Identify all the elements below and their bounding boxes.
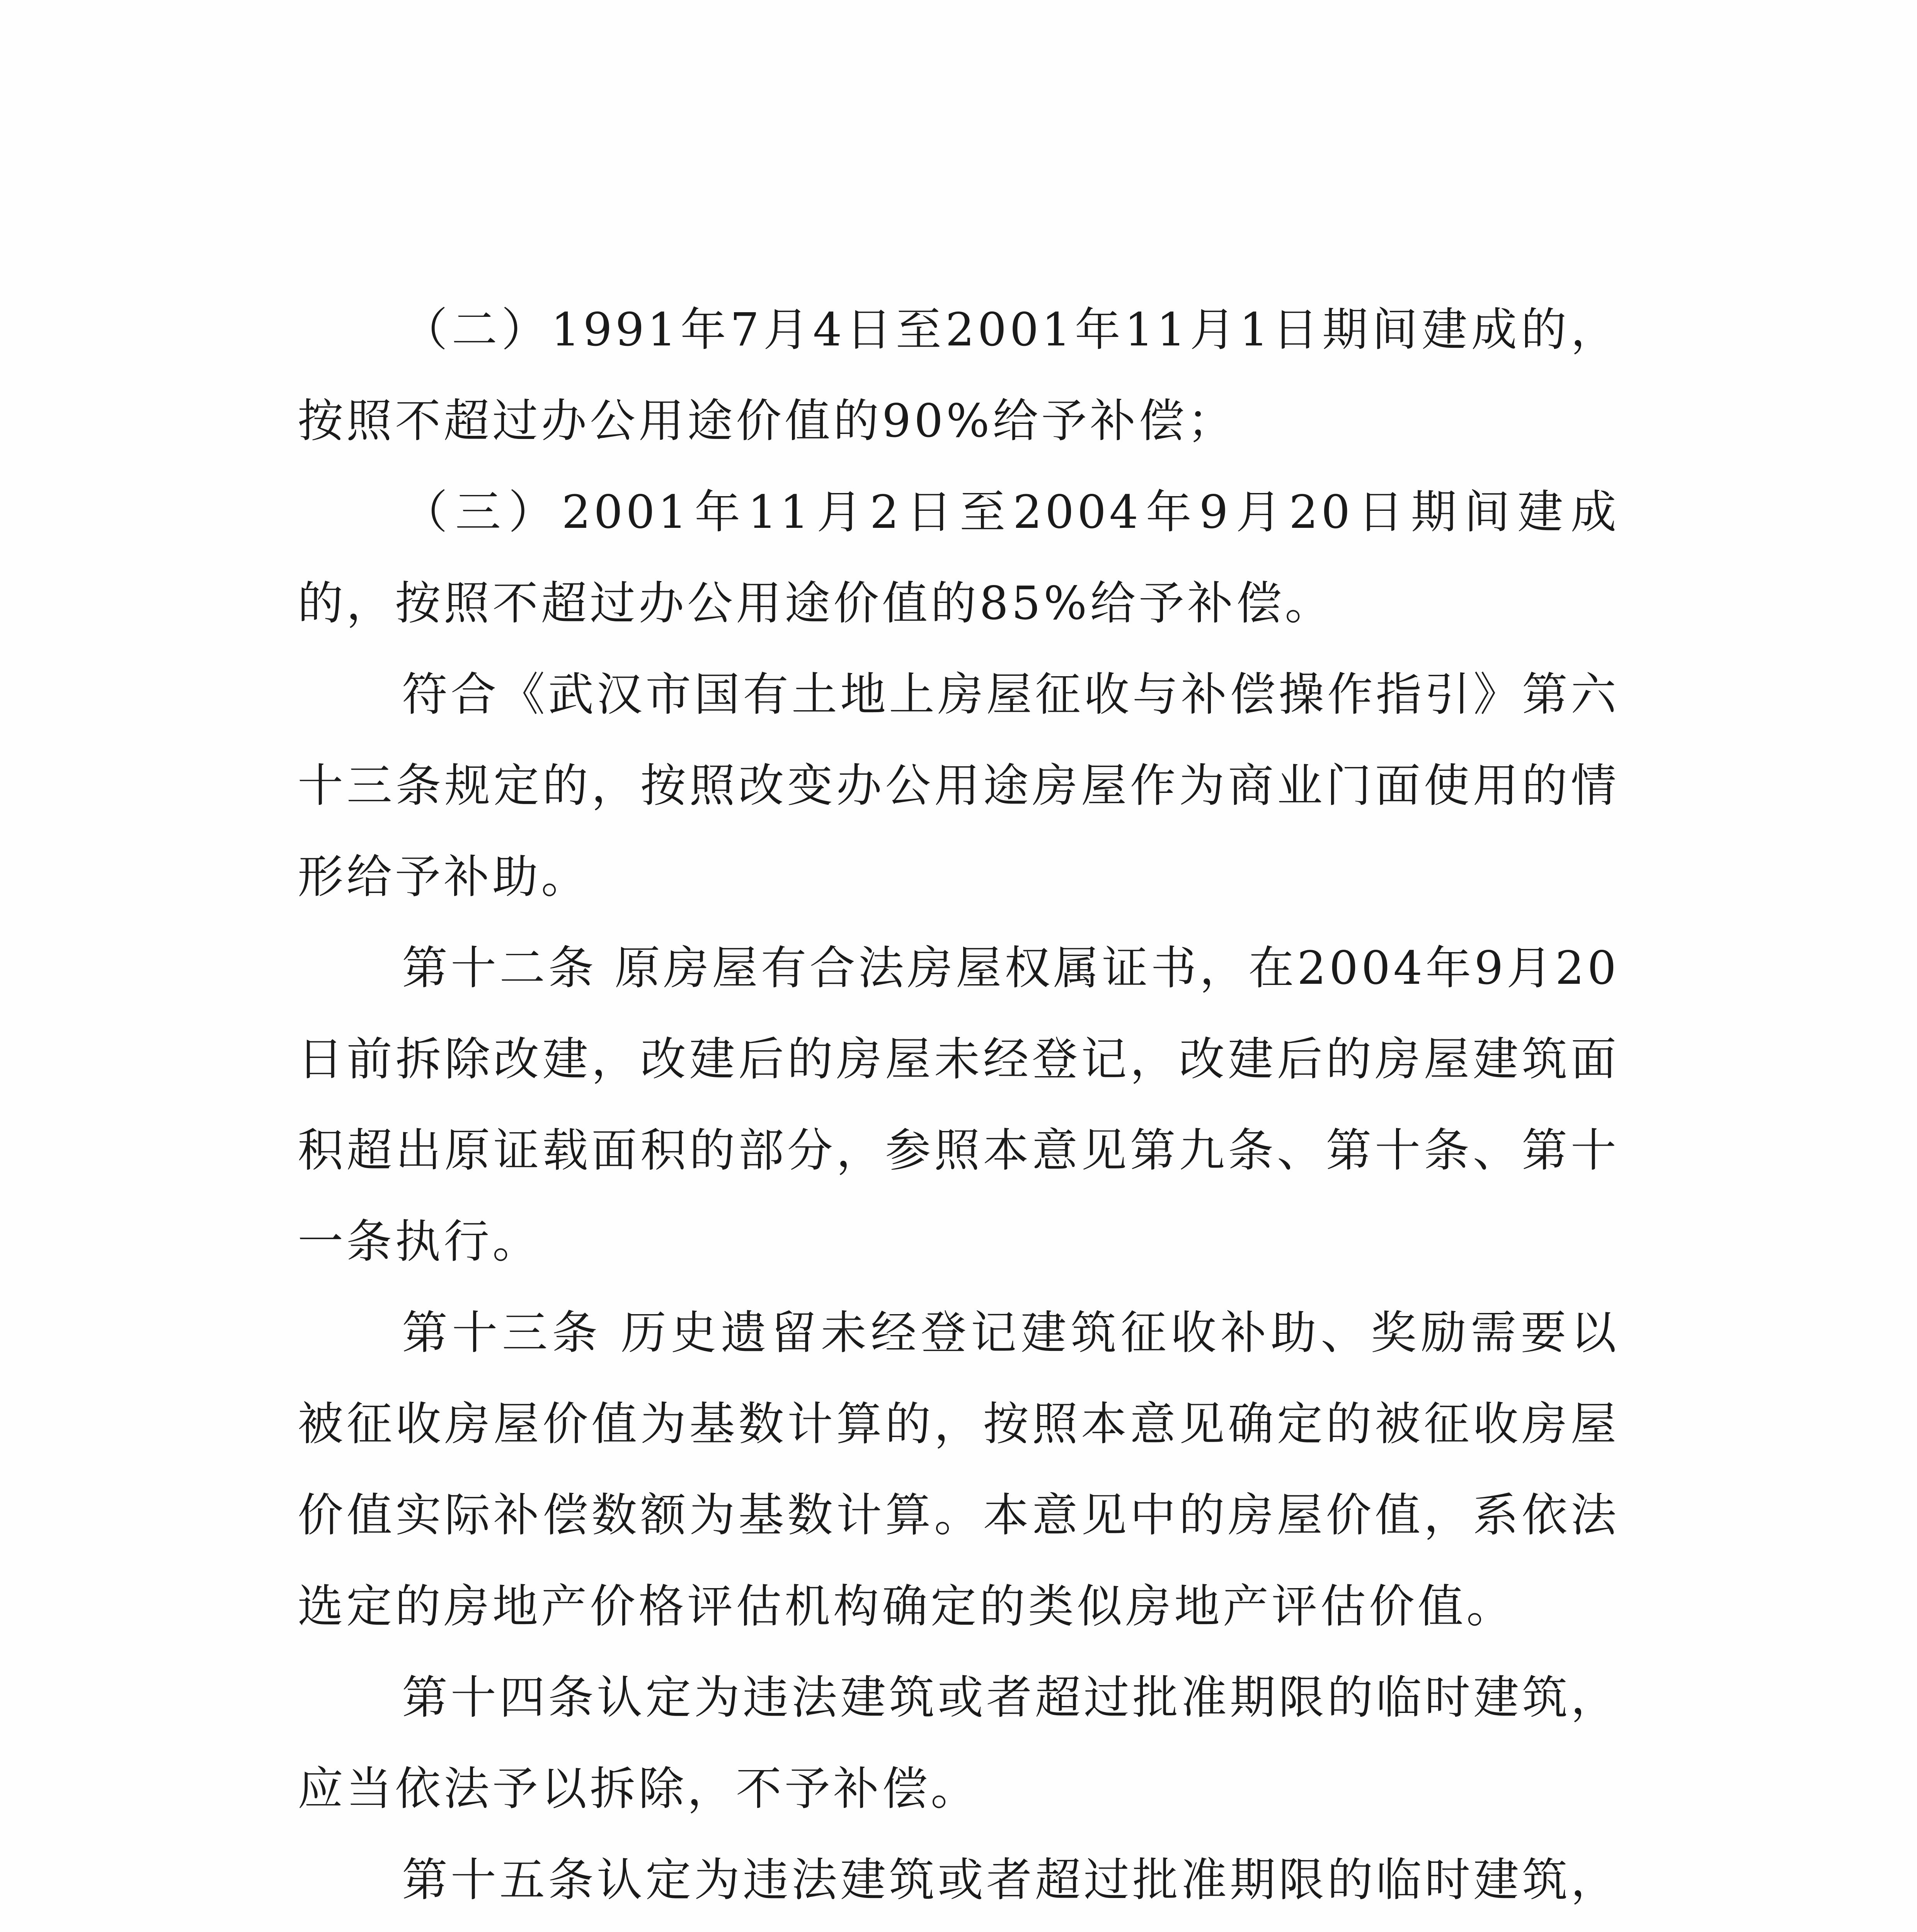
paragraph-article-15: 第十五条认定为违法建筑或者超过批准期限的临时建筑， — [402, 1853, 1620, 1906]
paragraph-reference-guide: 符合《武汉市国有土地上房屋征收与补偿操作指引》第六十三条规定的，按照改变办公用途房屋作为商业门面使用的情形给予补助。 — [298, 668, 1620, 903]
body-text — [298, 284, 1619, 1932]
paragraph-article-13: 第十三条 历史遗留未经登记建筑征收补助、奖励需要以被征收房屋价值为基数计算的，按照本意见确定的被征收房屋价值实际补偿数额为基数计算。本意见中的房屋价值，系依法选定的房地产价格评估机构确定的类似房地产评估价值。 — [298, 1306, 1619, 1633]
paragraph-item-3: （三）2001年11月2日至2004年9月20日期间建成的，按照不超过办公用途价值的85%给予补偿。 — [298, 485, 1619, 630]
paragraph-item-2: （二）1991年7月4日至2001年11月1日期间建成的，按照不超过办公用途价值的90%给予补偿； — [298, 303, 1619, 447]
paragraph-article-14: 第十四条认定为违法建筑或者超过批准期限的临时建筑，应当依法予以拆除，不予补偿。 — [298, 1671, 1620, 1815]
paragraph-article-12: 第十二条 原房屋有合法房屋权属证书，在2004年9月20日前拆除改建，改建后的房屋未经登记，改建后的房屋建筑面积超出原证载面积的部分，参照本意见第九条、第十条、第十一条执行。 — [298, 941, 1619, 1268]
